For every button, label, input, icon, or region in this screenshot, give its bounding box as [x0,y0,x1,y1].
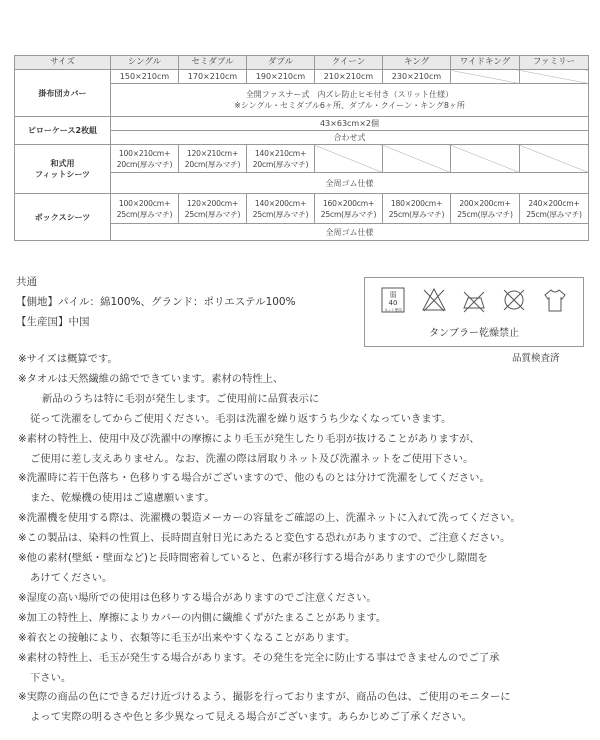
note-line: 下さい。 [30,671,72,684]
note-line: ご使用に差し支えありません。なお、洗濯の際は屑取りネット及び洗濯ネットをご使用下さい。 [30,452,474,465]
note-line: ※シングル・セミダブル6ヶ所、ダブル・クイーン・キング8ヶ所 [234,101,465,110]
note-line: 従って洗濯をしてからご使用ください。毛羽は洗濯を繰り返すうち少なくなっていきます。 [30,412,452,425]
label-line: 和式用 [50,159,75,168]
wash-tub-icon [380,286,406,314]
size-cell [111,194,179,224]
size-line: 100×210cm+ [118,148,171,158]
size-spec-table [14,55,589,241]
size-line: 25cm(厚みマチ) [457,209,513,219]
table-row [15,194,589,224]
care-label-box [364,277,584,347]
size-cell [179,194,247,224]
care-icons [365,278,583,316]
size-line: 120×210cm+ [186,148,239,158]
size-line: 120×200cm+ [186,198,239,208]
note-line: あけてください。 [30,571,113,584]
label-line: フィットシーツ [34,170,91,179]
empty-cell [451,145,520,173]
size-cell [247,145,315,173]
size-line: 20cm(厚みマチ) [252,159,309,169]
header-cell: クイーン [315,56,383,70]
header-cell: ダブル [247,56,315,70]
wash-top-text: 弱 [389,291,397,299]
no-iron-icon [461,286,487,314]
care-label-text: タンブラー乾燥禁止 [429,328,519,339]
futon-cover-note [111,84,589,117]
wash-caption-text: ネット使用 [384,308,402,312]
header-cell: ファミリー [520,56,589,70]
size-line: 25cm(厚みマチ) [388,209,445,219]
size-cell [520,194,589,224]
table-row [15,70,589,84]
table-header-row [15,56,589,70]
notes-list [18,350,588,728]
size-line: 160×200cm+ [322,198,375,208]
header-cell: キング [383,56,451,70]
note-line: ※この製品は、染料の性質上、長時間直射日光にあたると変色する恐れがありますので、ご注意ください。 [18,532,511,545]
note-line: ※湿度の高い場所での使用は色移りする場合がありますのでご注意ください。 [18,591,377,604]
size-line: 140×200cm+ [254,198,307,208]
no-dryclean-icon [501,286,527,314]
size-cell [451,194,520,224]
note-line: よって実際の明るさや色と多少異なって見える場合がございます。あらかじめご了承ください。 [30,711,472,724]
size-line: 20cm(厚みマチ) [116,159,173,169]
hang-dry-icon [542,286,568,314]
empty-cell [383,145,451,173]
note-line: 全開ファスナー式 内ズレ防止ヒモ付き（スリット仕様） [245,90,454,99]
wash-temp-text: 40 [388,299,398,307]
note-line: ※加工の特性上、摩擦によりカバーの内側に繊維くずがたまることがあります。 [18,611,387,624]
common-title: 共通 [16,276,37,288]
row-label-box-sheet: ボックスシーツ [15,194,111,241]
table-row [15,145,589,173]
note-line: ※洗濯機を使用する際は、洗濯機の製造メーカーの容量をご確認の上、洗濯ネットに入れて洗ってください。 [18,512,521,525]
note-line: ※素材の特性上、毛玉が発生する場合があります。その発生を完全に防止する事はできませんのでご了承 [18,651,500,664]
header-cell: サイズ [15,56,111,70]
box-sheet-note: 全周ゴム仕様 [111,224,589,241]
note-line: ※素材の特性上、使用中及び洗濯中の摩擦により毛玉が発生したり毛羽が抜けることがありますが、 [18,432,480,445]
size-cell [383,194,451,224]
size-line: 200×200cm+ [459,198,511,208]
fitted-sheet-note: 全周ゴム仕様 [111,173,589,194]
note-line: ※他の素材(壁紙・壁面など)と長時間密着していると、色素が移行する場合がありますので少し隙間を [18,552,488,565]
note-line: ※洗濯時に若干色落ち・色移りする場合がございますので、他のものとは分けて洗濯をしてください。 [18,472,490,485]
note-line: ※サイズは概算です。 [18,353,118,365]
size-line: 25cm(厚みマチ) [116,209,173,219]
size-line: 25cm(厚みマチ) [252,209,309,219]
note-line: ※タオルは天然繊維の綿でできています。素材の特性上、 [18,372,284,385]
size-cell [247,194,315,224]
note-line: ※着衣との接触により、衣類等に毛玉が出来やすくなることがあります。 [18,631,356,644]
header-cell: セミダブル [179,56,247,70]
pillow-case-note: 合わせ式 [111,131,589,145]
empty-cell [315,145,383,173]
row-label-fitted-sheet [15,145,111,194]
quality-checked-text: 品質検査済 [512,353,560,364]
size-cell: 230×210cm [383,70,451,84]
size-line: 25cm(厚みマチ) [526,209,582,219]
size-line: 240×200cm+ [528,198,580,208]
empty-cell [520,70,589,84]
note-line: また、乾燥機の使用はご遠慮願います。 [30,492,215,505]
origin-text: 【生産国】中国 [16,316,90,328]
note-line: 新品のうちは特に毛羽が発生します。ご使用前に品質表示に [42,392,320,405]
header-cell: シングル [111,56,179,70]
table-row [15,117,589,131]
size-line: 25cm(厚みマチ) [320,209,377,219]
size-cell [315,194,383,224]
size-cell: 190×210cm [247,70,315,84]
size-cell [179,145,247,173]
size-cell [111,145,179,173]
note-line: ※実際の商品の色にできるだけ近づけるよう、撮影を行っておりますが、商品の色は、ご使用のモニターに [18,691,511,704]
size-line: 140×210cm+ [254,148,307,158]
no-bleach-icon [421,286,447,314]
size-cell: 150×210cm [111,70,179,84]
material-text: 【側地】パイル：綿100%、グランド：ポリエステル100% [16,296,296,308]
size-line: 180×200cm+ [390,198,443,208]
empty-cell [451,70,520,84]
empty-cell [520,145,589,173]
size-line: 20cm(厚みマチ) [184,159,241,169]
header-cell: ワイドキング [451,56,520,70]
size-line: 100×200cm+ [118,198,171,208]
size-cell: 43×63cm×2個 [111,117,589,131]
size-line: 25cm(厚みマチ) [184,209,241,219]
size-cell: 170×210cm [179,70,247,84]
common-info [16,272,296,332]
row-label-pillow-case: ピローケース2枚組 [15,117,111,145]
row-label-futon-cover: 掛布団カバー [15,70,111,117]
size-cell: 210×210cm [315,70,383,84]
